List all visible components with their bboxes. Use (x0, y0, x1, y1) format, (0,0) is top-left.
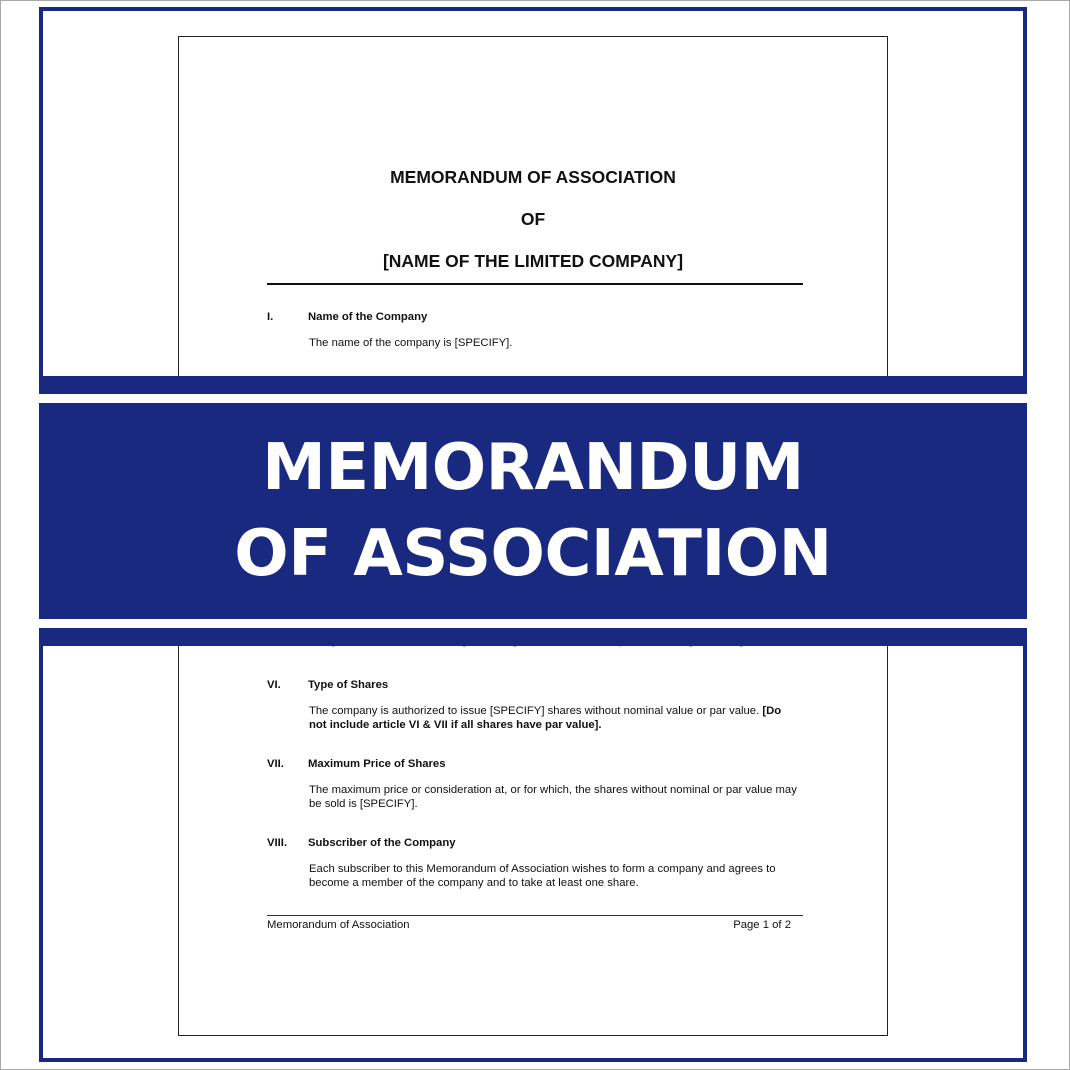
document-title-of: OF (520, 209, 546, 229)
section-body (309, 705, 799, 732)
company-name-placeholder: [NAME OF THE LIMITED COMPANY] (382, 251, 684, 271)
top-panel-band (39, 376, 1027, 394)
section-heading: Type of Shares (308, 679, 389, 691)
banner-title-line1: MEMORANDUM (262, 431, 804, 505)
document-page-bottom (178, 628, 888, 1036)
document-page-top (178, 36, 888, 394)
section-body: The maximum price or consideration at, or for which, the shares without nominal or par value may be sold is [SPECIFY]. (309, 784, 797, 810)
section-number: VI. (267, 679, 281, 691)
section-body: Each subscriber to this Memorandum of Association wishes to form a company and agrees to become a member of the company and to take at least one share. (309, 863, 776, 889)
footer-page-number: Page 1 of 2 (733, 919, 791, 931)
section-body: The name of the company is [SPECIFY]. (309, 337, 513, 349)
banner-title-line2: OF ASSOCIATION (234, 517, 832, 591)
document-title: MEMORANDUM OF ASSOCIATION (390, 167, 676, 187)
section-number: I. (267, 311, 274, 323)
bottom-panel-band (39, 628, 1027, 646)
bottom-preview-panel (39, 628, 1027, 1062)
section-body-note: [Do not include article VI & VII if all shares have par value]. (309, 705, 782, 731)
section-number: VIII. (267, 837, 288, 849)
footer-divider (267, 915, 803, 916)
title-divider (267, 283, 803, 285)
footer-doc-name: Memorandum of Association (267, 919, 410, 931)
section-heading: Name of the Company (308, 311, 428, 323)
section-heading: Subscriber of the Company (308, 837, 456, 849)
title-banner (39, 403, 1027, 619)
section-heading: Maximum Price of Shares (308, 758, 446, 770)
top-preview-panel (39, 7, 1027, 394)
section-number: VII. (267, 758, 284, 770)
section-body-text: The company is authorized to issue [SPECIFY] shares without nominal value or par value. (309, 705, 760, 717)
